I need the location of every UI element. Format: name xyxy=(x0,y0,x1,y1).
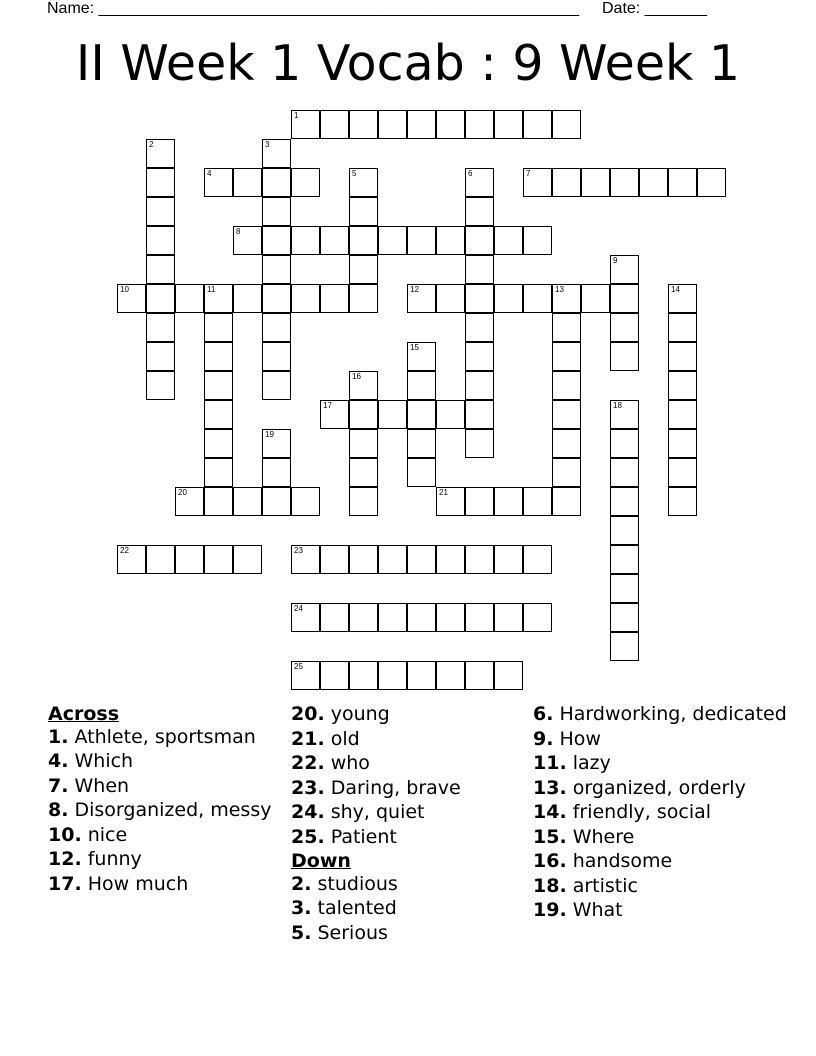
crossword-cell[interactable] xyxy=(204,400,233,429)
crossword-cell[interactable] xyxy=(639,168,668,197)
crossword-cell[interactable] xyxy=(378,603,407,632)
clue-number: 10 xyxy=(120,285,129,294)
crossword-cell[interactable] xyxy=(146,168,175,197)
clue-item-text: studious xyxy=(311,872,398,895)
crossword-cell[interactable] xyxy=(407,429,436,458)
crossword-cell[interactable] xyxy=(262,371,291,400)
clue-item-number: 13. xyxy=(533,776,567,799)
crossword-cell[interactable] xyxy=(349,458,378,487)
clue-item-text: Daring, brave xyxy=(324,776,461,799)
clue-number: 8 xyxy=(236,227,241,236)
clue-number: 23 xyxy=(294,546,303,555)
crossword-cell[interactable] xyxy=(668,400,697,429)
crossword-cell[interactable] xyxy=(465,487,494,516)
crossword-cell[interactable] xyxy=(552,487,581,516)
clue-number: 4 xyxy=(207,169,212,178)
crossword-cell[interactable] xyxy=(204,313,233,342)
crossword-cell[interactable] xyxy=(262,168,291,197)
clue-item xyxy=(533,752,793,775)
crossword-cell[interactable] xyxy=(233,168,262,197)
clue-number: 15 xyxy=(410,343,419,352)
clue-item-text: How xyxy=(553,727,601,750)
crossword-cell[interactable] xyxy=(146,197,175,226)
crossword-cell[interactable] xyxy=(436,400,465,429)
clue-number: 14 xyxy=(671,285,680,294)
crossword-cell[interactable] xyxy=(146,342,175,371)
clue-number: 20 xyxy=(178,488,187,497)
crossword-cell[interactable] xyxy=(407,545,436,574)
crossword-cell[interactable] xyxy=(465,545,494,574)
clue-item xyxy=(291,777,521,800)
clue-item xyxy=(533,826,793,849)
crossword-cell[interactable] xyxy=(262,226,291,255)
crossword-cell[interactable] xyxy=(320,400,349,429)
crossword-cell[interactable] xyxy=(610,487,639,516)
crossword-cell[interactable] xyxy=(610,574,639,603)
crossword-cell[interactable] xyxy=(494,284,523,313)
crossword-cell[interactable] xyxy=(494,545,523,574)
clue-item-number: 11. xyxy=(533,752,567,774)
clue-item-text: funny xyxy=(81,848,142,870)
crossword-cell[interactable] xyxy=(262,429,291,458)
clue-column-1 xyxy=(48,703,278,897)
clue-item-text: How much xyxy=(81,872,189,895)
crossword-cell[interactable] xyxy=(668,487,697,516)
crossword-cell[interactable] xyxy=(523,545,552,574)
clue-item xyxy=(533,777,793,800)
crossword-cell[interactable] xyxy=(262,139,291,168)
crossword-cell[interactable] xyxy=(291,661,320,690)
crossword-cell[interactable] xyxy=(436,487,465,516)
crossword-cell[interactable] xyxy=(117,284,146,313)
crossword-cell[interactable] xyxy=(668,429,697,458)
crossword-cell[interactable] xyxy=(291,603,320,632)
clue-item-number: 7. xyxy=(48,774,69,797)
crossword-cell[interactable] xyxy=(610,313,639,342)
crossword-cell[interactable] xyxy=(552,429,581,458)
crossword-cell[interactable] xyxy=(349,429,378,458)
crossword-cell[interactable] xyxy=(378,226,407,255)
crossword-cell[interactable] xyxy=(233,487,262,516)
crossword-cell[interactable] xyxy=(465,603,494,632)
crossword-cell[interactable] xyxy=(523,226,552,255)
crossword-cell[interactable] xyxy=(494,661,523,690)
crossword-cell[interactable] xyxy=(349,603,378,632)
crossword-cell[interactable] xyxy=(668,371,697,400)
clue-item xyxy=(48,775,278,798)
crossword-cell[interactable] xyxy=(436,284,465,313)
crossword-cell[interactable] xyxy=(465,313,494,342)
crossword-cell[interactable] xyxy=(552,313,581,342)
clue-item-number: 17. xyxy=(48,872,82,895)
crossword-cell[interactable] xyxy=(291,110,320,139)
clue-item-number: 4. xyxy=(48,750,69,772)
clue-item xyxy=(533,875,793,898)
clue-item-text: Which xyxy=(68,750,134,772)
crossword-cell[interactable] xyxy=(552,168,581,197)
crossword-cell[interactable] xyxy=(175,284,204,313)
clue-item-text: Athlete, sportsman xyxy=(68,725,256,748)
crossword-cell[interactable] xyxy=(407,661,436,690)
name-line[interactable]: ______________________________________________________ xyxy=(98,0,580,17)
crossword-cell[interactable] xyxy=(523,603,552,632)
crossword-cell[interactable] xyxy=(146,226,175,255)
crossword-cell[interactable] xyxy=(349,197,378,226)
crossword-cell[interactable] xyxy=(407,284,436,313)
clue-item-number: 12. xyxy=(48,848,82,870)
crossword-cell[interactable] xyxy=(204,284,233,313)
crossword-cell[interactable] xyxy=(494,603,523,632)
clue-item xyxy=(533,801,793,824)
crossword-cell[interactable] xyxy=(523,284,552,313)
crossword-cell[interactable] xyxy=(320,603,349,632)
clue-number: 3 xyxy=(265,140,270,149)
clue-item xyxy=(291,897,521,920)
crossword-cell[interactable] xyxy=(552,400,581,429)
crossword-cell[interactable] xyxy=(610,400,639,429)
crossword-cell[interactable] xyxy=(465,371,494,400)
crossword-cell[interactable] xyxy=(610,458,639,487)
crossword-cell[interactable] xyxy=(523,168,552,197)
crossword-cell[interactable] xyxy=(407,110,436,139)
clue-item-text: old xyxy=(324,727,360,750)
crossword-cell[interactable] xyxy=(581,168,610,197)
clue-item xyxy=(291,922,521,945)
clue-item-text: Hardworking, dedicated xyxy=(553,703,787,725)
clue-item xyxy=(291,728,521,751)
crossword-cell[interactable] xyxy=(378,545,407,574)
clue-number: 13 xyxy=(555,285,564,294)
clue-item-number: 18. xyxy=(533,874,567,897)
crossword-cell[interactable] xyxy=(262,255,291,284)
crossword-cell[interactable] xyxy=(465,284,494,313)
crossword-cell[interactable] xyxy=(407,342,436,371)
clue-item-number: 16. xyxy=(533,850,567,872)
crossword-cell[interactable] xyxy=(610,342,639,371)
clue-item-number: 1. xyxy=(48,725,69,748)
clue-number: 21 xyxy=(439,488,448,497)
crossword-cell[interactable] xyxy=(146,284,175,313)
clue-item xyxy=(291,801,521,824)
clue-item-number: 6. xyxy=(533,703,554,725)
crossword-cell[interactable] xyxy=(204,545,233,574)
crossword-cell[interactable] xyxy=(610,429,639,458)
crossword-cell[interactable] xyxy=(146,313,175,342)
clue-number: 7 xyxy=(526,169,531,178)
name-label: Name: xyxy=(47,0,95,17)
crossword-cell[interactable] xyxy=(407,400,436,429)
clue-number: 22 xyxy=(120,546,129,555)
crossword-cell[interactable] xyxy=(436,226,465,255)
crossword-cell[interactable] xyxy=(262,458,291,487)
clue-item-text: artistic xyxy=(566,874,638,897)
crossword-cell[interactable] xyxy=(465,661,494,690)
clue-item xyxy=(533,703,793,726)
crossword-cell[interactable] xyxy=(436,110,465,139)
clue-item-text: When xyxy=(68,774,130,797)
crossword-cell[interactable] xyxy=(349,110,378,139)
crossword-cell[interactable] xyxy=(378,400,407,429)
clue-number: 5 xyxy=(352,169,357,178)
crossword-cell[interactable] xyxy=(204,168,233,197)
crossword-cell[interactable] xyxy=(465,168,494,197)
crossword-cell[interactable] xyxy=(349,545,378,574)
crossword-cell[interactable] xyxy=(146,255,175,284)
crossword-cell[interactable] xyxy=(523,110,552,139)
clue-item-text: young xyxy=(324,703,390,725)
crossword-cell[interactable] xyxy=(349,255,378,284)
crossword-cell[interactable] xyxy=(407,226,436,255)
crossword-cell[interactable] xyxy=(349,371,378,400)
date-label: Date: xyxy=(602,0,641,17)
crossword-cell[interactable] xyxy=(552,110,581,139)
crossword-cell[interactable] xyxy=(233,284,262,313)
crossword-cell[interactable] xyxy=(233,226,262,255)
clue-number: 16 xyxy=(352,372,361,381)
crossword-cell[interactable] xyxy=(320,661,349,690)
clue-item-number: 14. xyxy=(533,801,567,823)
crossword-cell[interactable] xyxy=(668,342,697,371)
clue-item-text: Serious xyxy=(311,921,388,944)
crossword-cell[interactable] xyxy=(349,284,378,313)
clue-item-number: 24. xyxy=(291,801,325,823)
crossword-cell[interactable] xyxy=(552,371,581,400)
crossword-cell[interactable] xyxy=(407,371,436,400)
crossword-cell[interactable] xyxy=(262,197,291,226)
crossword-cell[interactable] xyxy=(407,458,436,487)
crossword-cell[interactable] xyxy=(465,110,494,139)
clue-number: 2 xyxy=(149,140,154,149)
crossword-cell[interactable] xyxy=(610,284,639,313)
crossword-cell[interactable] xyxy=(523,487,552,516)
crossword-cell[interactable] xyxy=(349,487,378,516)
crossword-cell[interactable] xyxy=(146,139,175,168)
crossword-cell[interactable] xyxy=(552,458,581,487)
clue-item xyxy=(48,799,278,822)
crossword-cell[interactable] xyxy=(407,603,436,632)
crossword-cell[interactable] xyxy=(552,284,581,313)
clue-item-number: 15. xyxy=(533,825,567,848)
clue-number: 24 xyxy=(294,604,303,613)
crossword-cell[interactable] xyxy=(291,168,320,197)
crossword-cell[interactable] xyxy=(465,226,494,255)
clue-item-number: 2. xyxy=(291,872,312,895)
crossword-cell[interactable] xyxy=(697,168,726,197)
clue-item xyxy=(533,728,793,751)
clue-item-text: Disorganized, messy xyxy=(68,799,272,821)
crossword-cell[interactable] xyxy=(668,284,697,313)
crossword-cell[interactable] xyxy=(320,110,349,139)
crossword-cell[interactable] xyxy=(262,487,291,516)
clue-item-number: 21. xyxy=(291,727,325,750)
clue-item-number: 5. xyxy=(291,921,312,944)
crossword-cell[interactable] xyxy=(291,545,320,574)
crossword-cell[interactable] xyxy=(146,371,175,400)
clue-item-text: shy, quiet xyxy=(324,801,425,823)
clue-item-text: who xyxy=(324,752,370,774)
crossword-cell[interactable] xyxy=(465,429,494,458)
crossword-cell[interactable] xyxy=(494,226,523,255)
crossword-cell[interactable] xyxy=(610,603,639,632)
clue-item-text: What xyxy=(566,899,623,921)
clue-item-number: 9. xyxy=(533,727,554,750)
clue-item-text: talented xyxy=(311,897,397,919)
crossword-cell[interactable] xyxy=(262,313,291,342)
clue-item xyxy=(291,873,521,896)
crossword-cell[interactable] xyxy=(233,545,262,574)
clue-number: 1 xyxy=(294,111,299,120)
crossword-cell[interactable] xyxy=(552,342,581,371)
down-heading: Down xyxy=(291,850,351,872)
clue-number: 9 xyxy=(613,256,618,265)
clue-item xyxy=(48,824,278,847)
across-heading: Across xyxy=(48,703,120,725)
crossword-cell[interactable] xyxy=(204,487,233,516)
clue-number: 11 xyxy=(207,285,216,294)
crossword-cell[interactable] xyxy=(610,168,639,197)
clue-item-text: Where xyxy=(566,825,635,848)
clue-item xyxy=(291,826,521,849)
crossword-cell[interactable] xyxy=(494,487,523,516)
clue-number: 6 xyxy=(468,169,473,178)
clue-item-number: 23. xyxy=(291,776,325,799)
clue-item-text: lazy xyxy=(566,752,611,774)
crossword-cell[interactable] xyxy=(117,545,146,574)
clue-item-number: 10. xyxy=(48,823,82,846)
crossword-cell[interactable] xyxy=(668,168,697,197)
clue-item xyxy=(533,899,793,922)
crossword-cell[interactable] xyxy=(320,226,349,255)
clue-item xyxy=(291,703,521,726)
crossword-cell[interactable] xyxy=(262,342,291,371)
crossword-cell[interactable] xyxy=(320,545,349,574)
crossword-cell[interactable] xyxy=(349,226,378,255)
crossword-cell[interactable] xyxy=(291,487,320,516)
crossword-cell[interactable] xyxy=(291,284,320,313)
crossword-cell[interactable] xyxy=(204,371,233,400)
clue-item-number: 3. xyxy=(291,897,312,919)
clue-item-text: organized, orderly xyxy=(566,776,746,799)
crossword-cell[interactable] xyxy=(349,661,378,690)
crossword-cell[interactable] xyxy=(436,545,465,574)
crossword-cell[interactable] xyxy=(204,342,233,371)
clue-item-number: 20. xyxy=(291,703,325,725)
crossword-cell[interactable] xyxy=(204,429,233,458)
crossword-cell[interactable] xyxy=(204,458,233,487)
clue-item-text: friendly, social xyxy=(566,801,712,823)
crossword-cell[interactable] xyxy=(291,226,320,255)
crossword-cell[interactable] xyxy=(465,255,494,284)
crossword-cell[interactable] xyxy=(175,487,204,516)
crossword-cell[interactable] xyxy=(610,255,639,284)
crossword-cell[interactable] xyxy=(349,400,378,429)
crossword-cell[interactable] xyxy=(378,110,407,139)
clue-column-3 xyxy=(533,703,793,924)
crossword-cell[interactable] xyxy=(668,458,697,487)
crossword-cell[interactable] xyxy=(378,661,407,690)
clue-number: 18 xyxy=(613,401,622,410)
crossword-cell[interactable] xyxy=(610,516,639,545)
clue-item xyxy=(48,750,278,773)
clue-item-number: 19. xyxy=(533,899,567,921)
crossword-cell[interactable] xyxy=(668,313,697,342)
clue-number: 19 xyxy=(265,430,274,439)
clue-item-number: 22. xyxy=(291,752,325,774)
clue-item-text: Patient xyxy=(324,825,397,848)
page-title: II Week 1 Vocab : 9 Week 1 xyxy=(75,35,741,92)
clue-item-number: 25. xyxy=(291,825,325,848)
crossword-cell[interactable] xyxy=(465,342,494,371)
crossword-cell[interactable] xyxy=(610,545,639,574)
clue-column-2 xyxy=(291,703,521,946)
crossword-cell[interactable] xyxy=(320,284,349,313)
clue-number: 25 xyxy=(294,662,303,671)
clue-item xyxy=(48,873,278,896)
clue-item xyxy=(533,850,793,873)
clue-number: 17 xyxy=(323,401,332,410)
crossword-cell[interactable] xyxy=(581,284,610,313)
date-line[interactable]: _______ xyxy=(644,0,707,17)
crossword-cell[interactable] xyxy=(349,168,378,197)
crossword-cell[interactable] xyxy=(146,545,175,574)
crossword-cell[interactable] xyxy=(610,632,639,661)
crossword-cell[interactable] xyxy=(262,284,291,313)
crossword-cell[interactable] xyxy=(175,545,204,574)
crossword-cell[interactable] xyxy=(465,197,494,226)
clue-item xyxy=(48,726,278,749)
clue-item-number: 8. xyxy=(48,799,69,821)
clue-item-text: nice xyxy=(81,823,128,846)
crossword-cell[interactable] xyxy=(436,661,465,690)
clue-number: 12 xyxy=(410,285,419,294)
crossword-cell[interactable] xyxy=(494,110,523,139)
clue-item-text: handsome xyxy=(566,850,673,872)
clue-item xyxy=(48,848,278,871)
crossword-cell[interactable] xyxy=(465,400,494,429)
crossword-cell[interactable] xyxy=(436,603,465,632)
clue-item xyxy=(291,752,521,775)
